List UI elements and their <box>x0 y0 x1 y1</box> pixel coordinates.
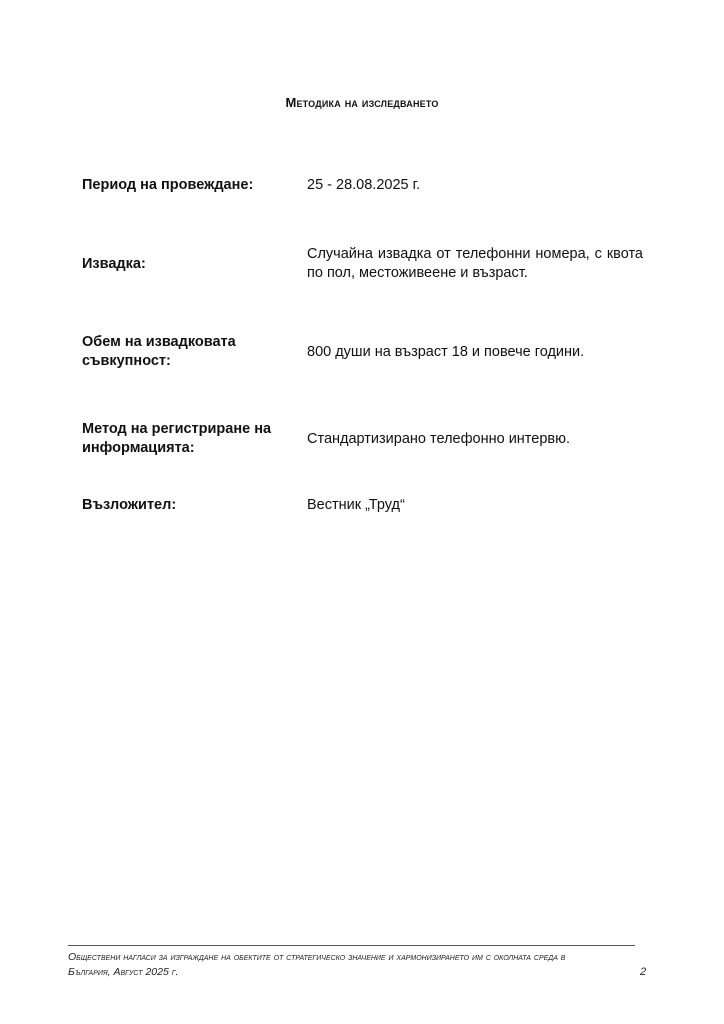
sample-size-label: Обем на извадковата съвкупност: <box>82 334 236 369</box>
method-value: Стандартизирано телефонно интервю. <box>307 431 571 447</box>
page-heading: Методика на изследването <box>285 95 439 110</box>
sample-size-value: 800 души на възраст 18 и повече години. <box>307 344 585 360</box>
period-value: 25 - 28.08.2025 г. <box>307 177 421 193</box>
client-value: Вестник „Труд“ <box>307 497 405 513</box>
period-label: Период на провеждане: <box>82 177 254 193</box>
footer-text: Обществени нагласи за изграждане на обектите от стратегическо значение и хармонизирането им с околната среда в България, Август 2025 г. <box>68 951 566 978</box>
method-label: Метод на регистриране на информацията: <box>82 421 272 456</box>
page-number: 2 <box>640 966 647 978</box>
sample-value: Случайна извадка от телефонни номера, с квота по пол, местоживеене и възраст. <box>307 246 643 281</box>
client-label: Възложител: <box>82 497 177 513</box>
sample-label: Извадка: <box>82 256 146 272</box>
footer-divider <box>68 945 635 946</box>
